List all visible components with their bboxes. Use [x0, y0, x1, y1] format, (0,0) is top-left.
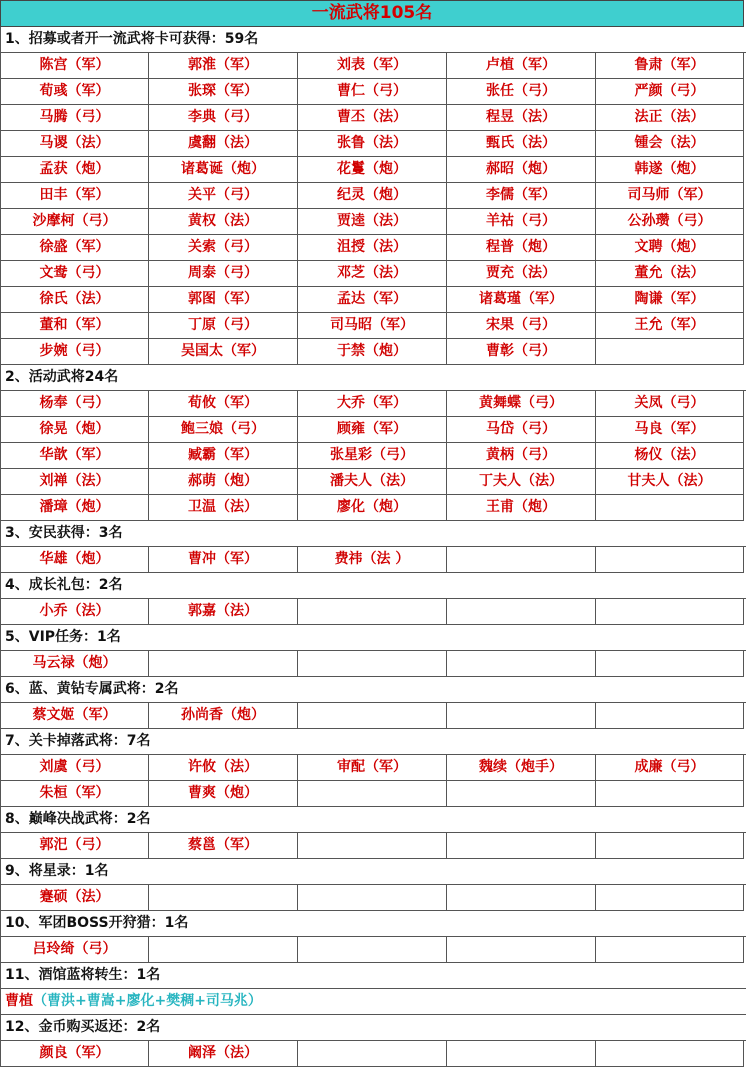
general-cell [298, 937, 447, 963]
general-cell: 贾充（法） [447, 261, 596, 287]
table-row [0, 79, 746, 105]
general-cell: 马腾（弓） [0, 105, 149, 131]
general-cell: 审配（军） [298, 755, 447, 781]
table-row [0, 1041, 746, 1067]
general-cell [596, 703, 744, 729]
general-cell [298, 651, 447, 677]
general-cell: 蹇硕（法） [0, 885, 149, 911]
general-cell: 大乔（军） [298, 391, 447, 417]
general-cell: 张鲁（法） [298, 131, 447, 157]
general-cell: 田丰（军） [0, 183, 149, 209]
general-cell: 阚泽（法） [149, 1041, 298, 1067]
general-cell: 王允（军） [596, 313, 744, 339]
general-cell [596, 495, 744, 521]
general-cell [596, 599, 744, 625]
general-cell [298, 833, 447, 859]
general-cell: 荀攸（军） [149, 391, 298, 417]
general-cell: 程普（炮） [447, 235, 596, 261]
general-cell: 顾雍（军） [298, 417, 447, 443]
table-row [0, 235, 746, 261]
table-row [0, 417, 746, 443]
general-cell: 郭图（军） [149, 287, 298, 313]
general-cell: 杨奉（弓） [0, 391, 149, 417]
general-cell [447, 1041, 596, 1067]
general-name: 曹植 [5, 993, 33, 1009]
general-cell: 关凤（弓） [596, 391, 744, 417]
general-cell: 鲍三娘（弓） [149, 417, 298, 443]
general-cell: 颜良（军） [0, 1041, 149, 1067]
general-cell: 马岱（弓） [447, 417, 596, 443]
general-cell: 陶谦（军） [596, 287, 744, 313]
general-cell: 潘璋（炮） [0, 495, 149, 521]
general-cell: 马良（军） [596, 417, 744, 443]
table-row [0, 131, 746, 157]
general-cell: 于禁（炮） [298, 339, 447, 365]
general-cell: 张琛（军） [149, 79, 298, 105]
general-cell: 卢植（军） [447, 53, 596, 79]
general-cell: 孟达（军） [298, 287, 447, 313]
sheet-title: 一流武将105名 [0, 0, 744, 27]
general-cell: 小乔（法） [0, 599, 149, 625]
general-cell [596, 547, 744, 573]
general-cell: 潘夫人（法） [298, 469, 447, 495]
general-cell: 刘虞（弓） [0, 755, 149, 781]
general-cell: 廖化（炮） [298, 495, 447, 521]
general-cell: 郝萌（炮） [149, 469, 298, 495]
general-cell: 陈宫（军） [0, 53, 149, 79]
general-cell: 曹冲（军） [149, 547, 298, 573]
general-cell: 郝昭（炮） [447, 157, 596, 183]
general-cell [447, 885, 596, 911]
table-row [0, 469, 746, 495]
general-cell: 黄舞蝶（弓） [447, 391, 596, 417]
general-cell [447, 599, 596, 625]
table-row [0, 209, 746, 235]
general-cell [596, 833, 744, 859]
general-cell: 周泰（弓） [149, 261, 298, 287]
general-cell [596, 651, 744, 677]
table-row [0, 261, 746, 287]
table-row [0, 105, 746, 131]
section-header: 2、活动武将24名 [0, 365, 746, 391]
general-cell [447, 651, 596, 677]
general-cell [447, 703, 596, 729]
general-cell: 朱桓（军） [0, 781, 149, 807]
general-cell: 蔡文姬（军） [0, 703, 149, 729]
general-cell: 董允（法） [596, 261, 744, 287]
general-cell: 丁原（弓） [149, 313, 298, 339]
general-cell: 公孙瓒（弓） [596, 209, 744, 235]
general-cell: 孙尚香（炮） [149, 703, 298, 729]
table-row [0, 937, 746, 963]
table-row [0, 833, 746, 859]
general-cell: 司马昭（军） [298, 313, 447, 339]
general-cell: 臧霸（军） [149, 443, 298, 469]
general-cell: 吕玲绮（弓） [0, 937, 149, 963]
general-cell: 关索（弓） [149, 235, 298, 261]
general-cell: 李典（弓） [149, 105, 298, 131]
table-row [0, 547, 746, 573]
general-cell: 诸葛诞（炮） [149, 157, 298, 183]
section-header: 4、成长礼包：2名 [0, 573, 746, 599]
table-row [0, 443, 746, 469]
table-row [0, 495, 746, 521]
general-cell: 董和（军） [0, 313, 149, 339]
section-header: 10、军团BOSS开狩猎：1名 [0, 911, 746, 937]
general-cell: 文鸯（弓） [0, 261, 149, 287]
general-cell: 锺会（法） [596, 131, 744, 157]
general-cell: 张任（弓） [447, 79, 596, 105]
table-row [0, 885, 746, 911]
general-cell: 关平（弓） [149, 183, 298, 209]
general-cell: 徐氏（法） [0, 287, 149, 313]
general-cell: 郭嘉（法） [149, 599, 298, 625]
general-cell: 曹丕（法） [298, 105, 447, 131]
general-cell: 王甫（炮） [447, 495, 596, 521]
general-cell [447, 833, 596, 859]
general-cell [596, 885, 744, 911]
general-cell: 卫温（法） [149, 495, 298, 521]
section-header: 9、将星录：1名 [0, 859, 746, 885]
general-cell: 贾逵（法） [298, 209, 447, 235]
table-row [0, 313, 746, 339]
general-cell: 费祎（法 ） [298, 547, 447, 573]
table-row [0, 287, 746, 313]
table-row [0, 651, 746, 677]
table-row [0, 703, 746, 729]
general-cell: 华歆（军） [0, 443, 149, 469]
table-row [0, 53, 746, 79]
general-cell: 曹爽（炮） [149, 781, 298, 807]
table-row [0, 391, 746, 417]
general-cell: 成廉（弓） [596, 755, 744, 781]
general-cell [149, 937, 298, 963]
general-cell [447, 547, 596, 573]
general-cell: 虞翻（法） [149, 131, 298, 157]
section-header: 8、巅峰决战武将：2名 [0, 807, 746, 833]
general-cell [447, 937, 596, 963]
general-cell: 纪灵（炮） [298, 183, 447, 209]
general-cell: 魏续（炮手） [447, 755, 596, 781]
general-cell: 司马师（军） [596, 183, 744, 209]
general-cell: 羊祜（弓） [447, 209, 596, 235]
general-cell: 杨仪（法） [596, 443, 744, 469]
general-cell [298, 703, 447, 729]
general-cell [596, 339, 744, 365]
general-cell: 郭汜（弓） [0, 833, 149, 859]
general-cell: 郭淮（军） [149, 53, 298, 79]
table-row [0, 599, 746, 625]
table-row [0, 183, 746, 209]
general-cell: 孟获（炮） [0, 157, 149, 183]
table-row [0, 157, 746, 183]
general-cell: 刘禅（法） [0, 469, 149, 495]
general-cell: 韩遂（炮） [596, 157, 744, 183]
general-cell [596, 781, 744, 807]
general-cell: 刘表（军） [298, 53, 447, 79]
general-cell: 马云禄（炮） [0, 651, 149, 677]
general-cell [298, 781, 447, 807]
sections-container [0, 27, 746, 1067]
general-cell: 花鬘（炮） [298, 157, 447, 183]
general-cell: 程昱（法） [447, 105, 596, 131]
section-header: 1、招募或者开一流武将卡可获得：59名 [0, 27, 746, 53]
general-cell: 诸葛瑾（军） [447, 287, 596, 313]
general-cell: 张星彩（弓） [298, 443, 447, 469]
general-cell: 黄柄（弓） [447, 443, 596, 469]
general-cell [298, 1041, 447, 1067]
general-cell: 荀彧（军） [0, 79, 149, 105]
rebirth-row [0, 989, 746, 1015]
general-cell [596, 1041, 744, 1067]
section-header: 3、安民获得：3名 [0, 521, 746, 547]
general-cell [298, 885, 447, 911]
general-cell: 丁夫人（法） [447, 469, 596, 495]
rebirth-materials: （曹洪+曹嵩+廖化+樊稠+司马兆） [33, 993, 262, 1009]
general-cell: 文聘（炮） [596, 235, 744, 261]
general-cell: 华雄（炮） [0, 547, 149, 573]
section-header: 6、蓝、黄钻专属武将：2名 [0, 677, 746, 703]
general-cell: 沮授（法） [298, 235, 447, 261]
general-cell: 曹彰（弓） [447, 339, 596, 365]
general-cell: 步婉（弓） [0, 339, 149, 365]
general-cell: 宋果（弓） [447, 313, 596, 339]
general-cell: 甄氏（法） [447, 131, 596, 157]
general-cell: 徐晃（炮） [0, 417, 149, 443]
general-cell: 邓芝（法） [298, 261, 447, 287]
general-cell [596, 937, 744, 963]
table-row [0, 781, 746, 807]
section-header: 12、金币购买返还：2名 [0, 1015, 746, 1041]
table-row [0, 339, 746, 365]
general-cell: 严颜（弓） [596, 79, 744, 105]
section-header: 7、关卡掉落武将：7名 [0, 729, 746, 755]
table-row [0, 755, 746, 781]
general-cell [149, 885, 298, 911]
general-cell [447, 781, 596, 807]
section-header: 5、VIP任务：1名 [0, 625, 746, 651]
general-cell: 李儒（军） [447, 183, 596, 209]
general-cell: 沙摩柯（弓） [0, 209, 149, 235]
general-cell [149, 651, 298, 677]
general-cell: 甘夫人（法） [596, 469, 744, 495]
general-cell: 曹仁（弓） [298, 79, 447, 105]
general-cell: 徐盛（军） [0, 235, 149, 261]
section-header: 11、酒馆蓝将转生：1名 [0, 963, 746, 989]
general-cell [298, 599, 447, 625]
general-cell: 马谡（法） [0, 131, 149, 157]
general-cell: 吴国太（军） [149, 339, 298, 365]
general-cell: 许攸（法） [149, 755, 298, 781]
general-cell: 法正（法） [596, 105, 744, 131]
general-cell: 蔡邕（军） [149, 833, 298, 859]
general-cell: 鲁肃（军） [596, 53, 744, 79]
general-cell: 黄权（法） [149, 209, 298, 235]
